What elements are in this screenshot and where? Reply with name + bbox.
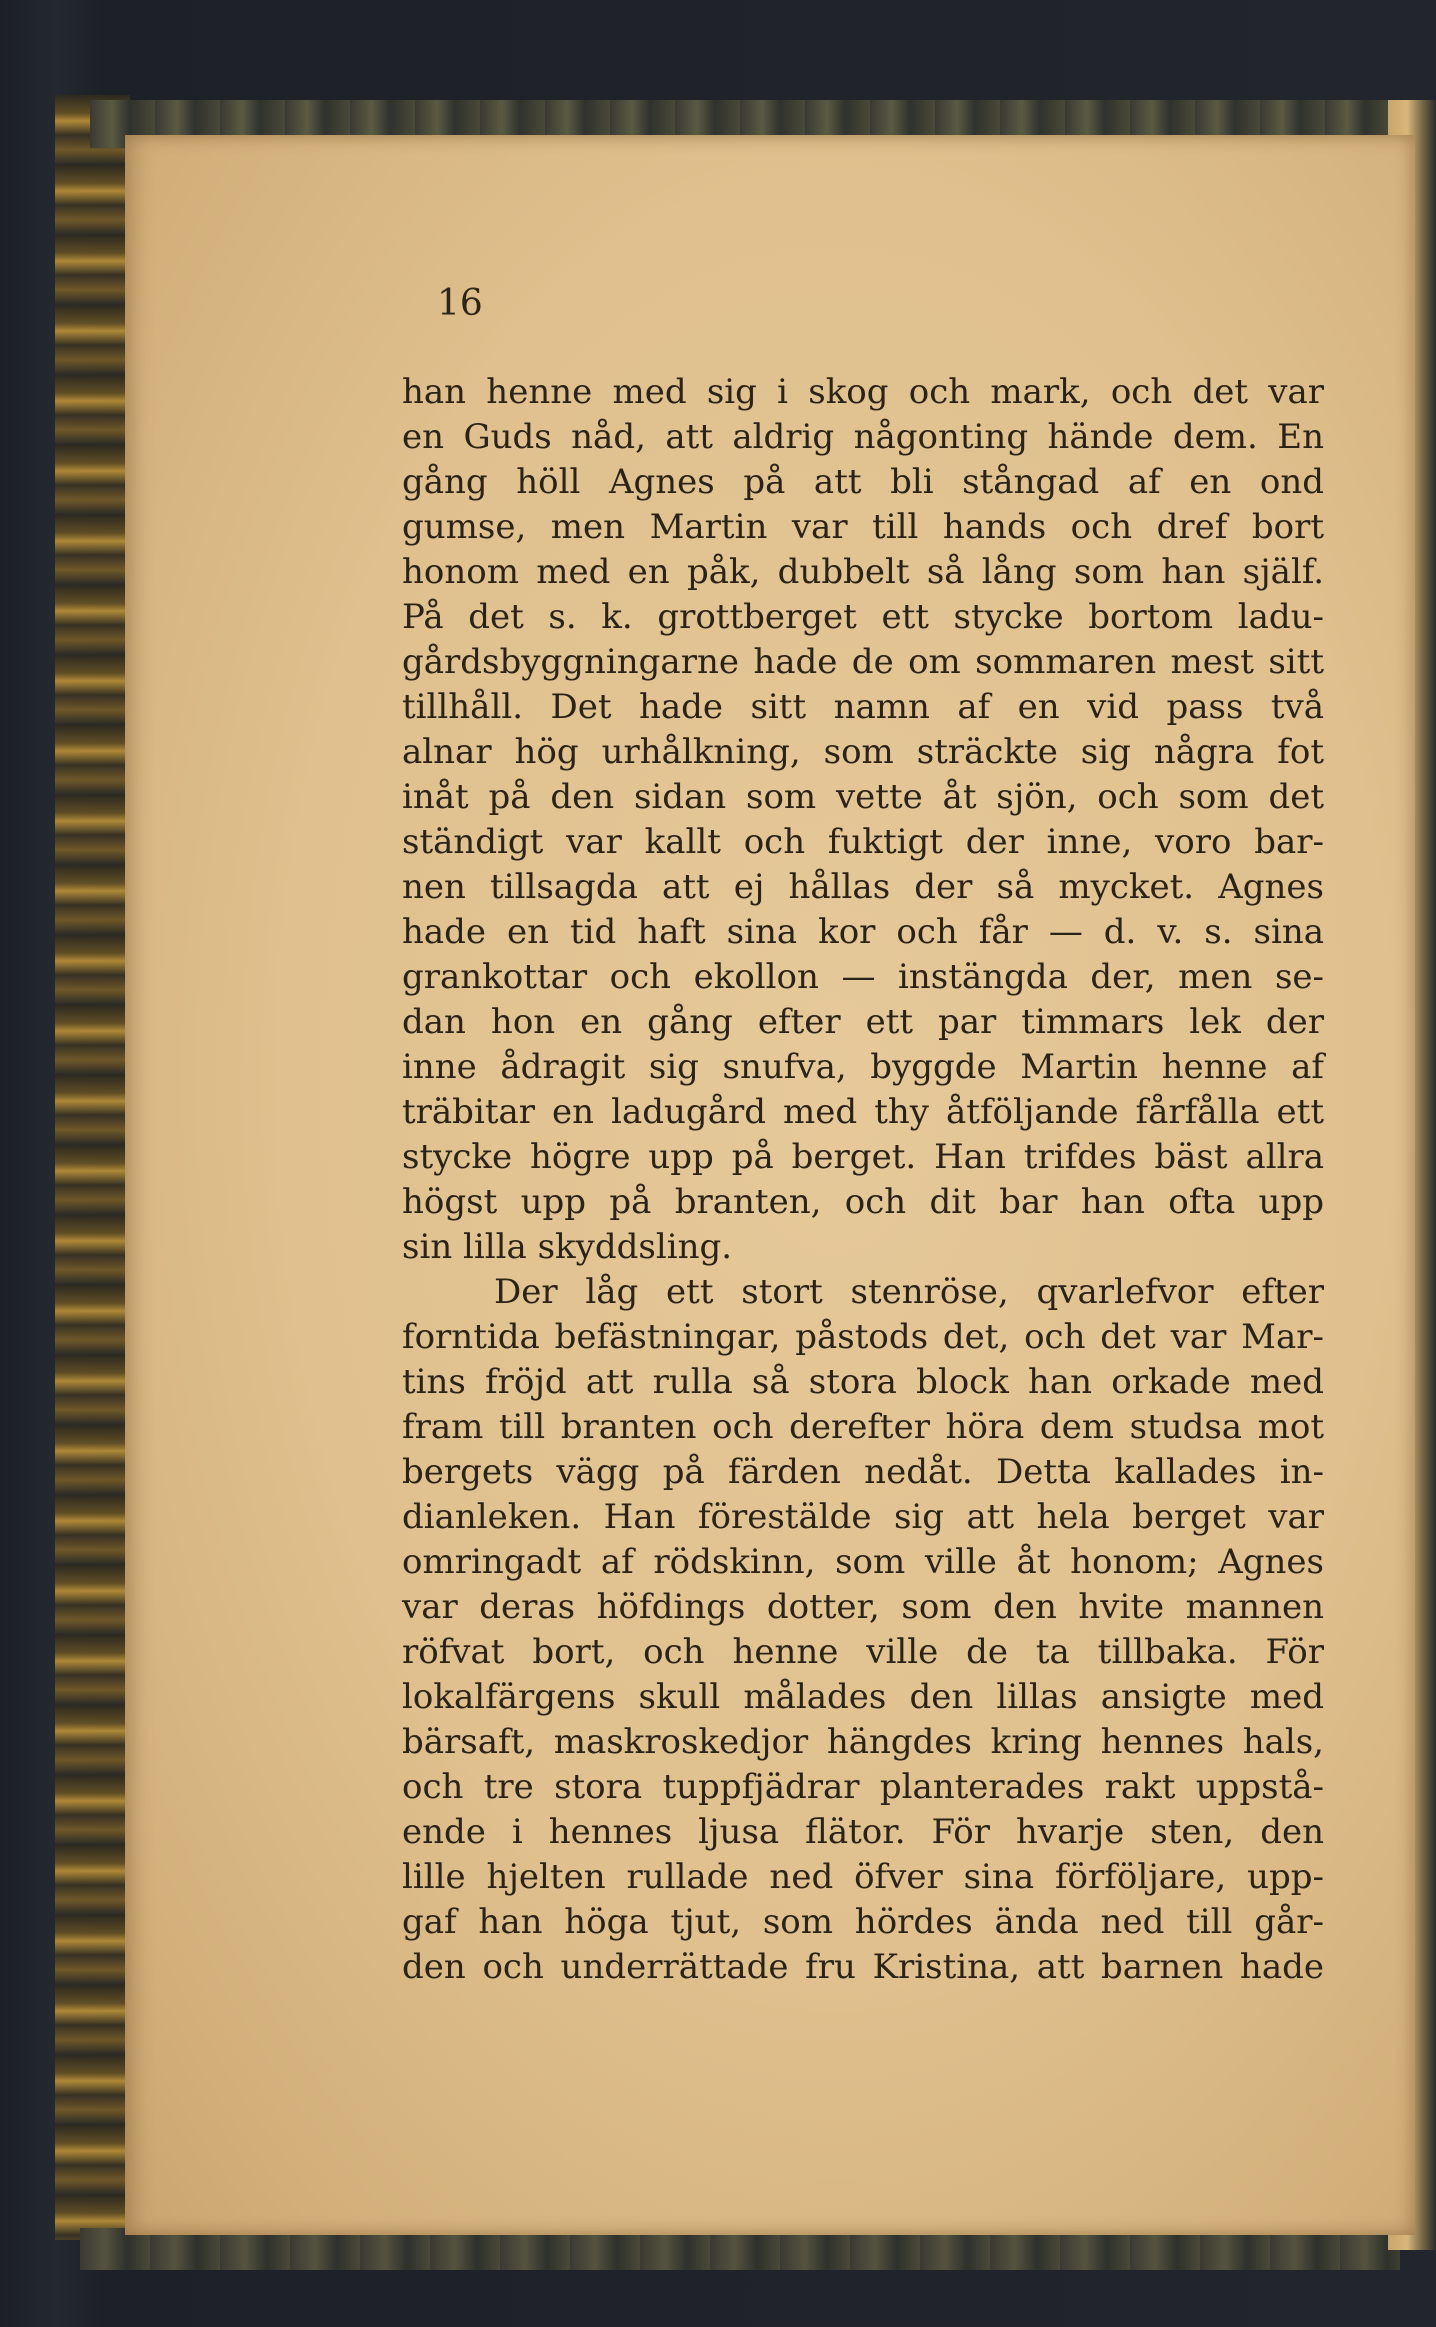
text-line: ständigt var kallt och fuktigt der inne, voro bar- bbox=[402, 822, 1324, 862]
text-line: och tre stora tuppfjädrar planterades rakt uppstå- bbox=[402, 1767, 1324, 1807]
text-line: inne ådragit sig snufva, byggde Martin henne af bbox=[402, 1047, 1324, 1087]
text-line: bärsaft, maskroskedjor hängdes kring hennes hals, bbox=[402, 1722, 1324, 1762]
text-line: ende i hennes ljusa flätor. För hvarje sten, den bbox=[402, 1812, 1324, 1852]
text-line: På det s. k. grottberget ett stycke bortom ladu- bbox=[402, 597, 1324, 637]
text-line: nen tillsagda att ej hållas der så mycket. Agnes bbox=[402, 867, 1324, 907]
text-line: en Guds nåd, att aldrig någonting hände dem. En bbox=[402, 417, 1324, 457]
text-line: den och underrättade fru Kristina, att barnen hade bbox=[402, 1947, 1324, 1987]
text-line: lokalfärgens skull målades den lillas ansigte med bbox=[402, 1677, 1324, 1717]
text-line: dan hon en gång efter ett par timmars lek der bbox=[402, 1002, 1324, 1042]
book-cover-left-edge bbox=[55, 95, 130, 2240]
text-line: tillhåll. Det hade sitt namn af en vid pass två bbox=[402, 687, 1324, 727]
text-line: gårdsbyggningarne hade de om sommaren mest sitt bbox=[402, 642, 1324, 682]
text-line: var deras höfdings dotter, som den hvite mannen bbox=[402, 1587, 1324, 1627]
text-line: dianleken. Han förestälde sig att hela berget var bbox=[402, 1497, 1324, 1537]
text-line: tins fröjd att rulla så stora block han orkade med bbox=[402, 1362, 1324, 1402]
text-line: forntida befästningar, påstods det, och det var Mar- bbox=[402, 1317, 1324, 1357]
text-line: han henne med sig i skog och mark, och det var bbox=[402, 372, 1324, 412]
text-line: gumse, men Martin var till hands och dref bort bbox=[402, 507, 1324, 547]
body-text bbox=[402, 370, 1324, 1990]
text-line: honom med en påk, dubbelt så lång som han själf. bbox=[402, 552, 1324, 592]
text-line: hade en tid haft sina kor och får — d. v. s. sina bbox=[402, 912, 1324, 952]
text-line: gång höll Agnes på att bli stångad af en ond bbox=[402, 462, 1324, 502]
text-line: högst upp på branten, och dit bar han ofta upp bbox=[402, 1182, 1324, 1222]
text-line: lille hjelten rullade ned öfver sina förföljare, upp- bbox=[402, 1857, 1324, 1897]
text-line-paragraph-start: Der låg ett stort stenröse, qvarlefvor efter bbox=[494, 1272, 1324, 1312]
text-line: omringadt af rödskinn, som ville åt honom; Agnes bbox=[402, 1542, 1324, 1582]
text-line: alnar hög urhålkning, som sträckte sig några fot bbox=[402, 732, 1324, 772]
text-line: grankottar och ekollon — instängda der, men se- bbox=[402, 957, 1324, 997]
text-line: sin lilla skyddsling. bbox=[402, 1227, 733, 1267]
text-line: gaf han höga tjut, som hördes ända ned till går- bbox=[402, 1902, 1324, 1942]
text-line: stycke högre upp på berget. Han trifdes bäst allra bbox=[402, 1137, 1324, 1177]
text-line: inåt på den sidan som vette åt sjön, och som det bbox=[402, 777, 1324, 817]
text-line: träbitar en ladugård med thy åtföljande fårfålla ett bbox=[402, 1092, 1324, 1132]
page-number: 16 bbox=[437, 283, 483, 324]
text-line: bergets vägg på färden nedåt. Detta kallades in- bbox=[402, 1452, 1324, 1492]
text-line: fram till branten och derefter höra dem studsa mot bbox=[402, 1407, 1324, 1447]
text-line: röfvat bort, och henne ville de ta tillbaka. För bbox=[402, 1632, 1324, 1672]
